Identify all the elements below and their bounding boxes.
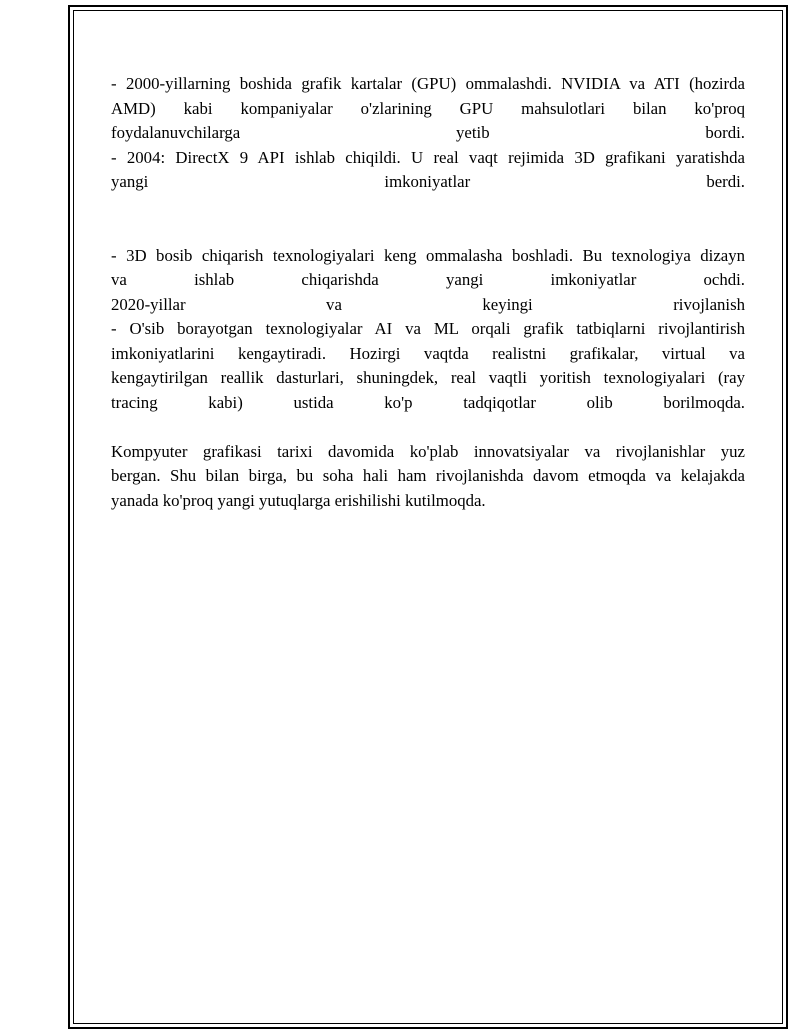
paragraph-2000s	[111, 72, 745, 195]
text-line: foydalanuvchilarga yetib bordi.	[111, 123, 745, 142]
text-line: va ishlab chiqarishda yangi imkoniyatlar ochdi.	[111, 270, 745, 289]
text-line: yanada ko'proq yangi yutuqlarga erishilishi kutilmoqda.	[111, 490, 486, 510]
text-line: bergan. Shu bilan birga, bu soha hali ham rivojlanishda davom etmoqda va kelajakda	[111, 466, 745, 485]
text-line: kengaytirilgan reallik dasturlari, shuningdek, real vaqtli yoritish texnologiyalari (ray	[111, 368, 745, 387]
text-line: - 2000-yillarning boshida grafik kartalar (GPU) ommalashdi. NVIDIA va ATI (hozirda	[111, 74, 745, 93]
text-line: Kompyuter grafikasi tarixi davomida ko'plab innovatsiyalar va rivojlanishlar yuz	[111, 441, 745, 461]
paragraph-conclusion	[111, 440, 745, 514]
document-body	[111, 72, 745, 513]
text-line: yangi imkoniyatlar berdi.	[111, 172, 745, 191]
text-line: imkoniyatlarini kengaytiradi. Hozirgi vaqtda realistni grafikalar, virtual va	[111, 343, 745, 363]
text-line: AMD) kabi kompaniyalar o'zlarining GPU mahsulotlari bilan ko'proq	[111, 98, 745, 118]
paragraph-spacer	[111, 415, 745, 440]
section-heading-2020s: 2020-yillar va keyingi rivojlanish	[111, 294, 745, 314]
text-line: tracing kabi) ustida ko'p tadqiqotlar olib borilmoqda.	[111, 392, 745, 412]
paragraph-spacer	[111, 195, 745, 244]
text-line: - 2004: DirectX 9 API ishlab chiqildi. U real vaqt rejimida 3D grafikani yaratishda	[111, 147, 745, 167]
paragraph-2010s-2020s	[111, 244, 745, 416]
text-line: - O'sib borayotgan texnologiyalar AI va ML orqali grafik tatbiqlarni rivojlantirish	[111, 319, 745, 338]
text-line: - 3D bosib chiqarish texnologiyalari keng ommalasha boshladi. Bu texnologiya dizayn	[111, 245, 745, 265]
